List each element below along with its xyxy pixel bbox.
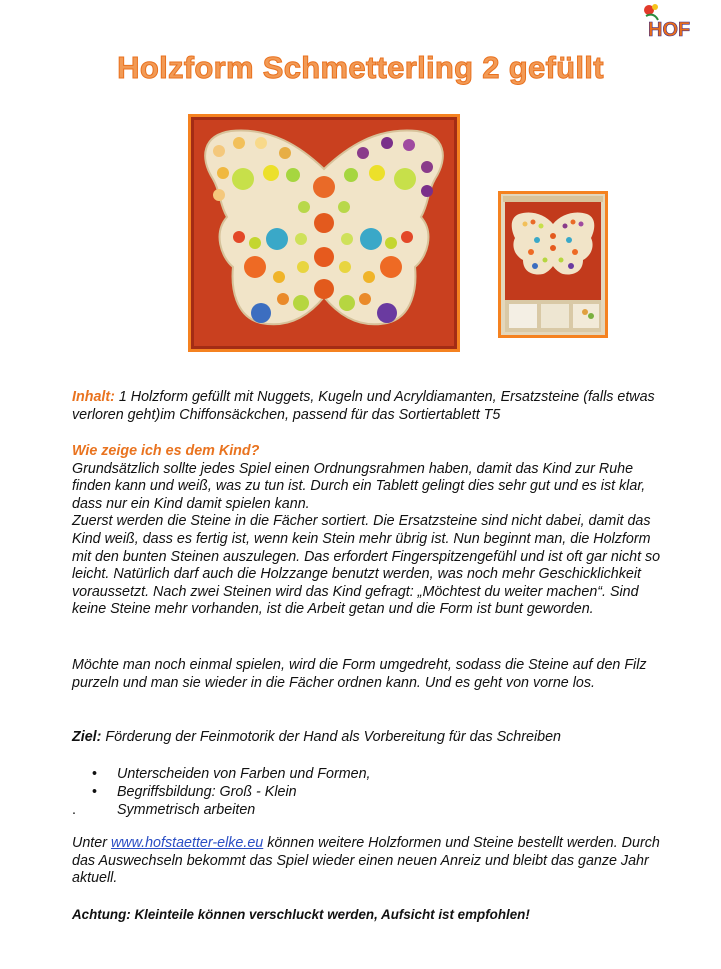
list-item xyxy=(72,765,662,783)
instructions-section xyxy=(72,443,662,619)
inhalt-paragraph xyxy=(72,389,662,424)
bullet-marker: • xyxy=(92,784,98,800)
list-item xyxy=(72,783,662,801)
order-prefix: Unter xyxy=(72,835,111,851)
bullet-marker: • xyxy=(92,766,98,782)
inhalt-text: 1 Holzform gefüllt mit Nuggets, Kugeln und Acryldiamanten, Ersatzsteine (falls etwas verloren geht)im Chiffonsäckchen, passend für das Sortiertablett T5 xyxy=(72,389,655,423)
website-link[interactable]: www.hofstaetter-elke.eu xyxy=(110,835,264,851)
ziel-paragraph xyxy=(72,729,662,747)
list-item-text: Begriffsbildung: Groß - Klein xyxy=(117,784,297,800)
paragraph-2: Zuerst werden die Steine in die Fächer sortiert. Die Ersatzsteine sind nicht dabei, damit das Kind weiß, dass es fertig ist, wenn kein Stein mehr übrig ist. Nun beginnt man, die Holzform mit den bunten Steinen auszulegen. Das erfordert Fingerspitzengefühl und ist oft gar nicht so leicht. Natürlich darf auch die Holzzange benutzt werden, was noch mehr Geschicklichkeit voraussetzt. Nach zwei Steinen wird das Kind gefragt: „Möchtest du weiter machen“. Sind keine Steine mehr vorhanden, ist die Arbeit getan und die Form ist bunt geworden. xyxy=(72,513,661,618)
order-text: können weitere Holzformen und Steine bestellt werden. Durch das Auswechseln bekommt das Spiel wieder einen neuen Anreiz und bleibt das ganze Jahr aktuell. xyxy=(72,835,660,887)
bullet-marker: . xyxy=(72,802,76,818)
paragraph-3: Möchte man noch einmal spielen, wird die Form umgedreht, sodass die Steine auf den Filz purzeln und man sie wieder in die Fächer ordnen kann. Und es geht von vorne los. xyxy=(72,657,647,691)
hof-logo xyxy=(640,2,706,40)
question-heading: Wie zeige ich es dem Kind? xyxy=(72,443,260,459)
logo-text: HOF xyxy=(648,19,691,40)
order-paragraph xyxy=(72,835,662,888)
warning-text: Achtung: Kleinteile können verschluckt werden, Aufsicht ist empfohlen! xyxy=(72,907,530,922)
ziel-text: Förderung der Feinmotorik der Hand als Vorbereitung für das Schreiben xyxy=(101,729,561,745)
inhalt-label: Inhalt: xyxy=(72,389,115,405)
tray-photo xyxy=(498,191,608,338)
list-item xyxy=(72,801,662,819)
list-item-text: Unterscheiden von Farben und Formen, xyxy=(117,766,371,782)
butterfly-photo xyxy=(188,114,460,352)
goal-list xyxy=(72,765,662,819)
ziel-label: Ziel: xyxy=(72,729,102,745)
page-title: Holzform Schmetterling 2 gefüllt xyxy=(117,50,604,85)
paragraph-1: Grundsätzlich sollte jedes Spiel einen Ordnungsrahmen haben, damit das Kind zur Ruhe finden kann und weiß, was zu tun ist. Durch ein Tablett gelingt dies sehr gut und es ist klar, dass nur ein Kind damit spielen kann. xyxy=(72,460,646,512)
list-item-text: Symmetrisch arbeiten xyxy=(117,802,256,818)
